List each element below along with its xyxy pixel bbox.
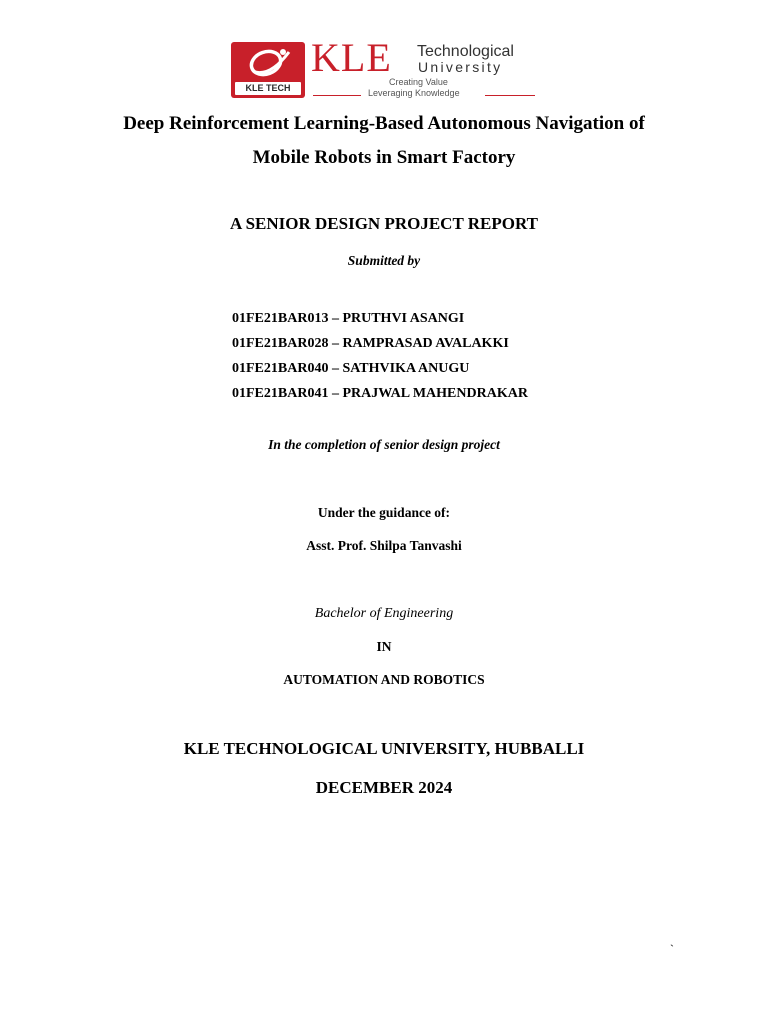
logo-name-line1: Technological	[417, 43, 514, 60]
logo-divider-left	[313, 95, 361, 96]
in-label: IN	[376, 639, 392, 654]
completion-text: In the completion of senior design project	[268, 437, 500, 452]
logo-tagline-1: Creating Value	[389, 77, 448, 87]
team-member: 01FE21BAR040 – SATHVIKA ANUGU	[232, 361, 470, 376]
branch: AUTOMATION AND ROBOTICS	[283, 672, 485, 687]
report-title-line2: Mobile Robots in Smart Factory	[252, 147, 516, 168]
report-title-line1: Deep Reinforcement Learning-Based Autonomous Navigation of	[123, 113, 645, 134]
logo-name-line2: University	[418, 59, 503, 75]
university-name: KLE TECHNOLOGICAL UNIVERSITY, HUBBALLI	[183, 739, 585, 758]
logo-badge-text: KLE TECH	[235, 82, 301, 95]
degree: Bachelor of Engineering	[314, 606, 454, 621]
logo-badge	[231, 42, 305, 98]
guide-name: Asst. Prof. Shilpa Tanvashi	[306, 538, 462, 553]
team-member: 01FE21BAR041 – PRAJWAL MAHENDRAKAR	[232, 386, 528, 401]
stray-mark: `	[670, 942, 674, 956]
logo-tagline-2: Leveraging Knowledge	[368, 88, 460, 98]
report-type: A SENIOR DESIGN PROJECT REPORT	[230, 214, 538, 233]
team-member: 01FE21BAR013 – PRUTHVI ASANGI	[232, 311, 465, 326]
logo-divider-right	[485, 95, 535, 96]
guidance-label: Under the guidance of:	[317, 505, 451, 520]
team-member: 01FE21BAR028 – RAMPRASAD AVALAKKI	[232, 336, 509, 351]
logo-swirl-icon	[245, 46, 291, 80]
university-logo	[231, 35, 539, 100]
logo-wordmark: KLE	[311, 35, 392, 80]
report-date: DECEMBER 2024	[315, 778, 453, 797]
submitted-by-label: Submitted by	[347, 253, 421, 268]
